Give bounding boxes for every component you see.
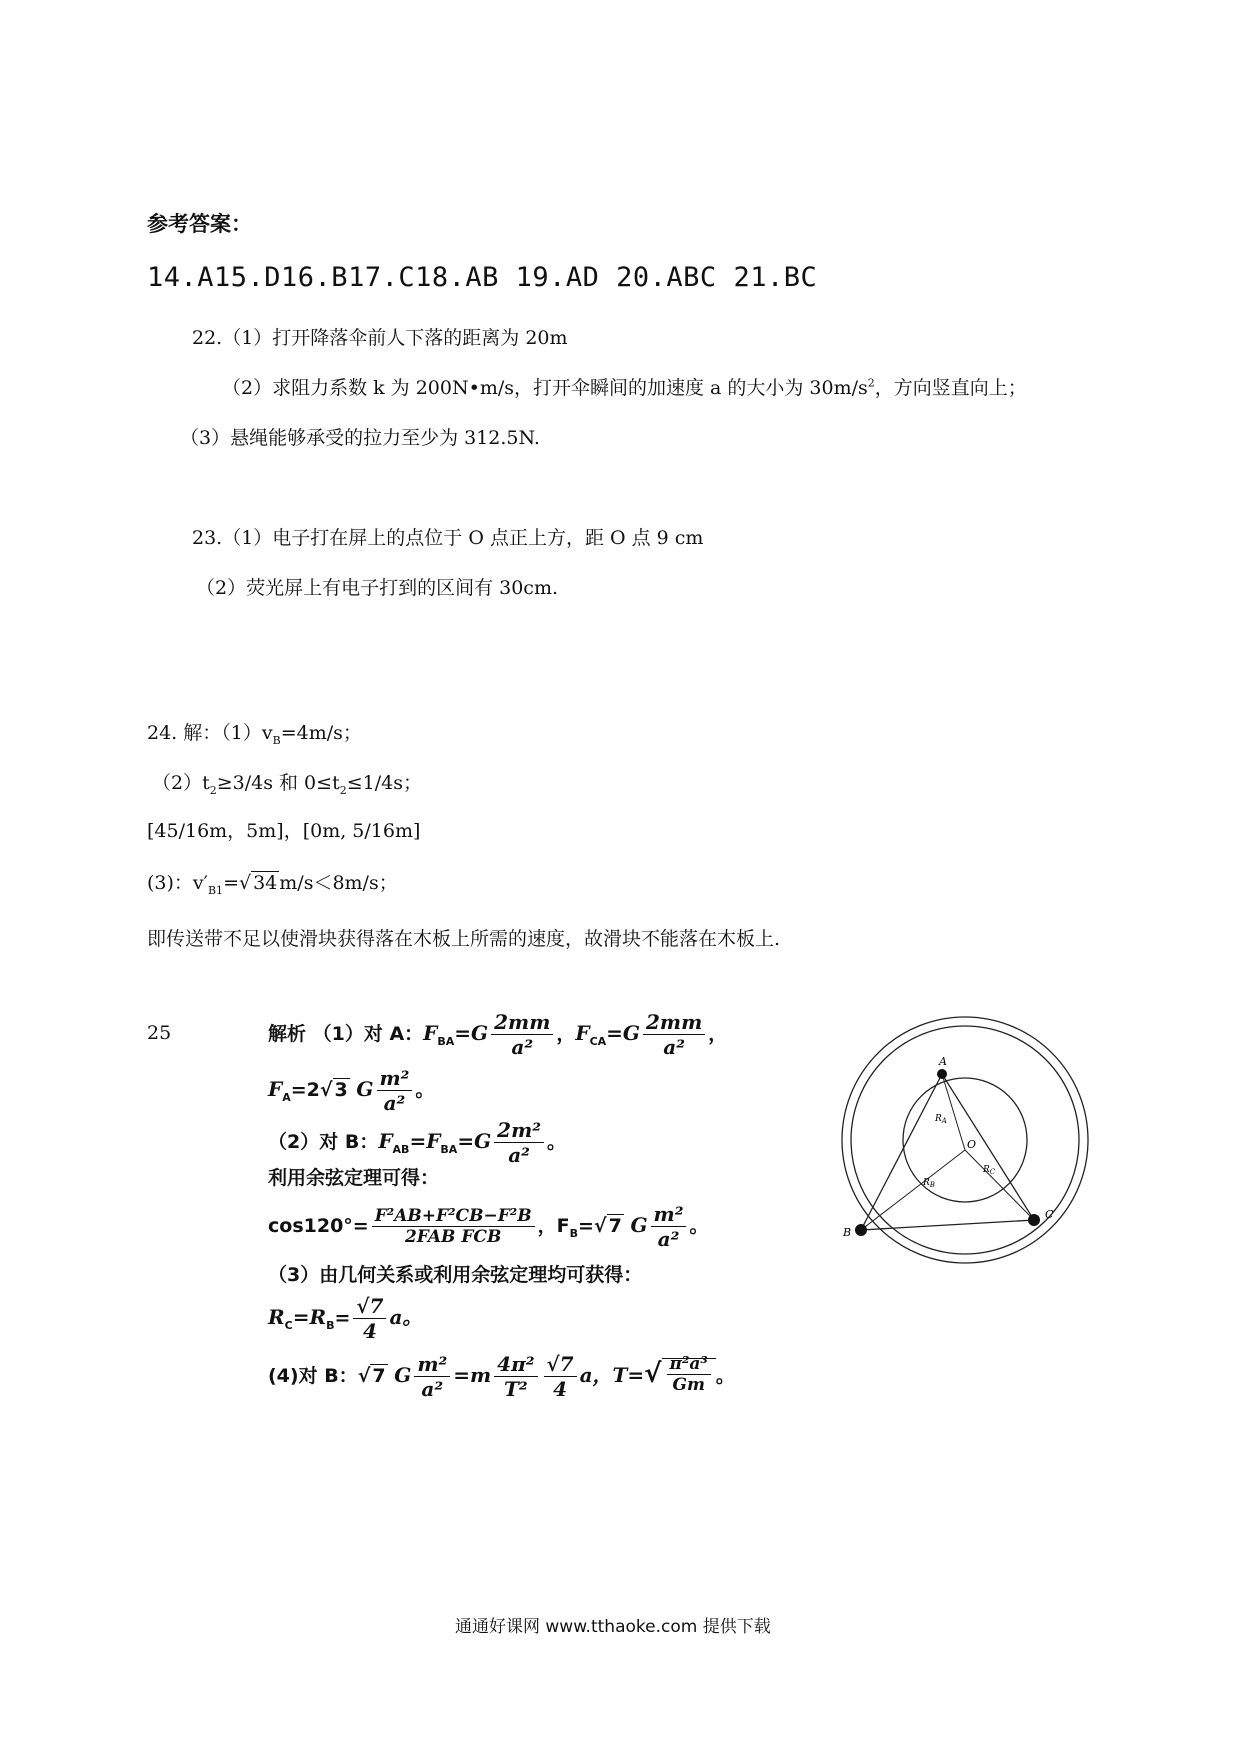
triangle-abc xyxy=(861,1074,1034,1230)
mass-c xyxy=(1028,1214,1040,1226)
mass-a xyxy=(937,1069,947,1079)
radius-b xyxy=(861,1150,965,1230)
q25-row6: （3）由几何关系或利用余弦定理均可获得： xyxy=(268,1264,643,1286)
choice-answers: 14.A15.D16.B17.C18.AB 19.AD 20.ABC 21.BC xyxy=(147,262,818,293)
q25-number: 25 xyxy=(147,1022,172,1044)
label-a: A xyxy=(939,1055,947,1068)
q22-part3: （3）悬绳能够承受的拉力至少为 312.5N. xyxy=(180,427,540,449)
outer-orbit-circle xyxy=(842,1017,1088,1263)
q24-part1: 24. 解：$(1)v_B=4m/s$； xyxy=(147,722,362,747)
q25-row8: (4)对 B：√ 7 G $\frac{\text{m²}}{\text{a²}}$ =m $\frac{\text{4π²}}{\text{T²}}$ $\frac{√7}{4}$ a，T=√ $\frac{\text{π²a³}}{Gm}$ 。 xyxy=(268,1352,735,1401)
orbit-diagram xyxy=(835,1010,1095,1270)
q22-part2: （2）求阻力系数 k 为 200N•m/s，打开伞瞬间的加速度 a 的大小为 $30m/s^2$，方向竖直向上； xyxy=(222,376,1027,399)
label-o: O xyxy=(967,1138,977,1151)
q24-intervals: [45/16m，5m]，[0m, 5/16m] xyxy=(147,820,421,842)
sqrt-34: √ 34 xyxy=(238,872,278,894)
radius-a xyxy=(942,1074,965,1150)
page-footer: 通通好课网 www.tthaoke.com 提供下载 xyxy=(455,1617,771,1637)
q24-conclusion: 即传送带不足以使滑块获得落在木板上所需的速度，故滑块不能落在木板上. xyxy=(147,928,781,950)
q25-row4: 利用余弦定理可得： xyxy=(268,1167,440,1189)
mass-b xyxy=(855,1224,867,1236)
q23-part1: 23.（1）电子打在屏上的点位于 O 点正上方，距 O 点 9 cm xyxy=(192,527,704,549)
q22-part1: 22.（1）打开降落伞前人下落的距离为 20m xyxy=(192,327,568,349)
label-rc: $R_C$ xyxy=(983,1165,996,1176)
answer-heading: 参考答案： xyxy=(147,212,252,236)
q25-row5: cos120°= $\frac{\text{F²AB+F²CB−F²B}}{\text{2FAB FCB}}$ ，$F_B=√$ 7 G $\frac{\text{m²}}{\text{a²}}$ 。 xyxy=(268,1202,709,1251)
q25-row3: （2）对 B：$F_{AB}=F_{BA}=G$ $\frac{\text{2m²}}{\text{a²}}$ 。 xyxy=(268,1118,567,1167)
label-b: B xyxy=(843,1226,852,1239)
q25-row7: $R_C=R_B=$ $\frac{√7}{4}$ a。 xyxy=(268,1294,423,1343)
q23-part2: （2）荧光屏上有电子打到的区间有 30cm. xyxy=(196,577,559,599)
label-rb: $R_B$ xyxy=(923,1178,935,1189)
q24-part3: (3)：$v'_{B1}=√$ 34 m/s＜8m/s； xyxy=(147,872,398,897)
q24-part2: $(2)t_2\ge 3/4s$ 和 $0\le t_2\le 1/4s$； xyxy=(152,772,422,797)
q25-row2: $F_A=2√$ 3 G $\frac{\text{m²}}{\text{a²}}$ 。 xyxy=(268,1066,435,1115)
label-ra: $R_A$ xyxy=(935,1114,947,1125)
label-c: C xyxy=(1045,1208,1054,1221)
q25-row1: 解析 （1）对 A：$F_{BA}=G$ $\frac{2mm}{\text{a²}}$ ，$F_{CA}=G$ $\frac{2mm}{\text{a²}}$ ， xyxy=(268,1010,728,1059)
